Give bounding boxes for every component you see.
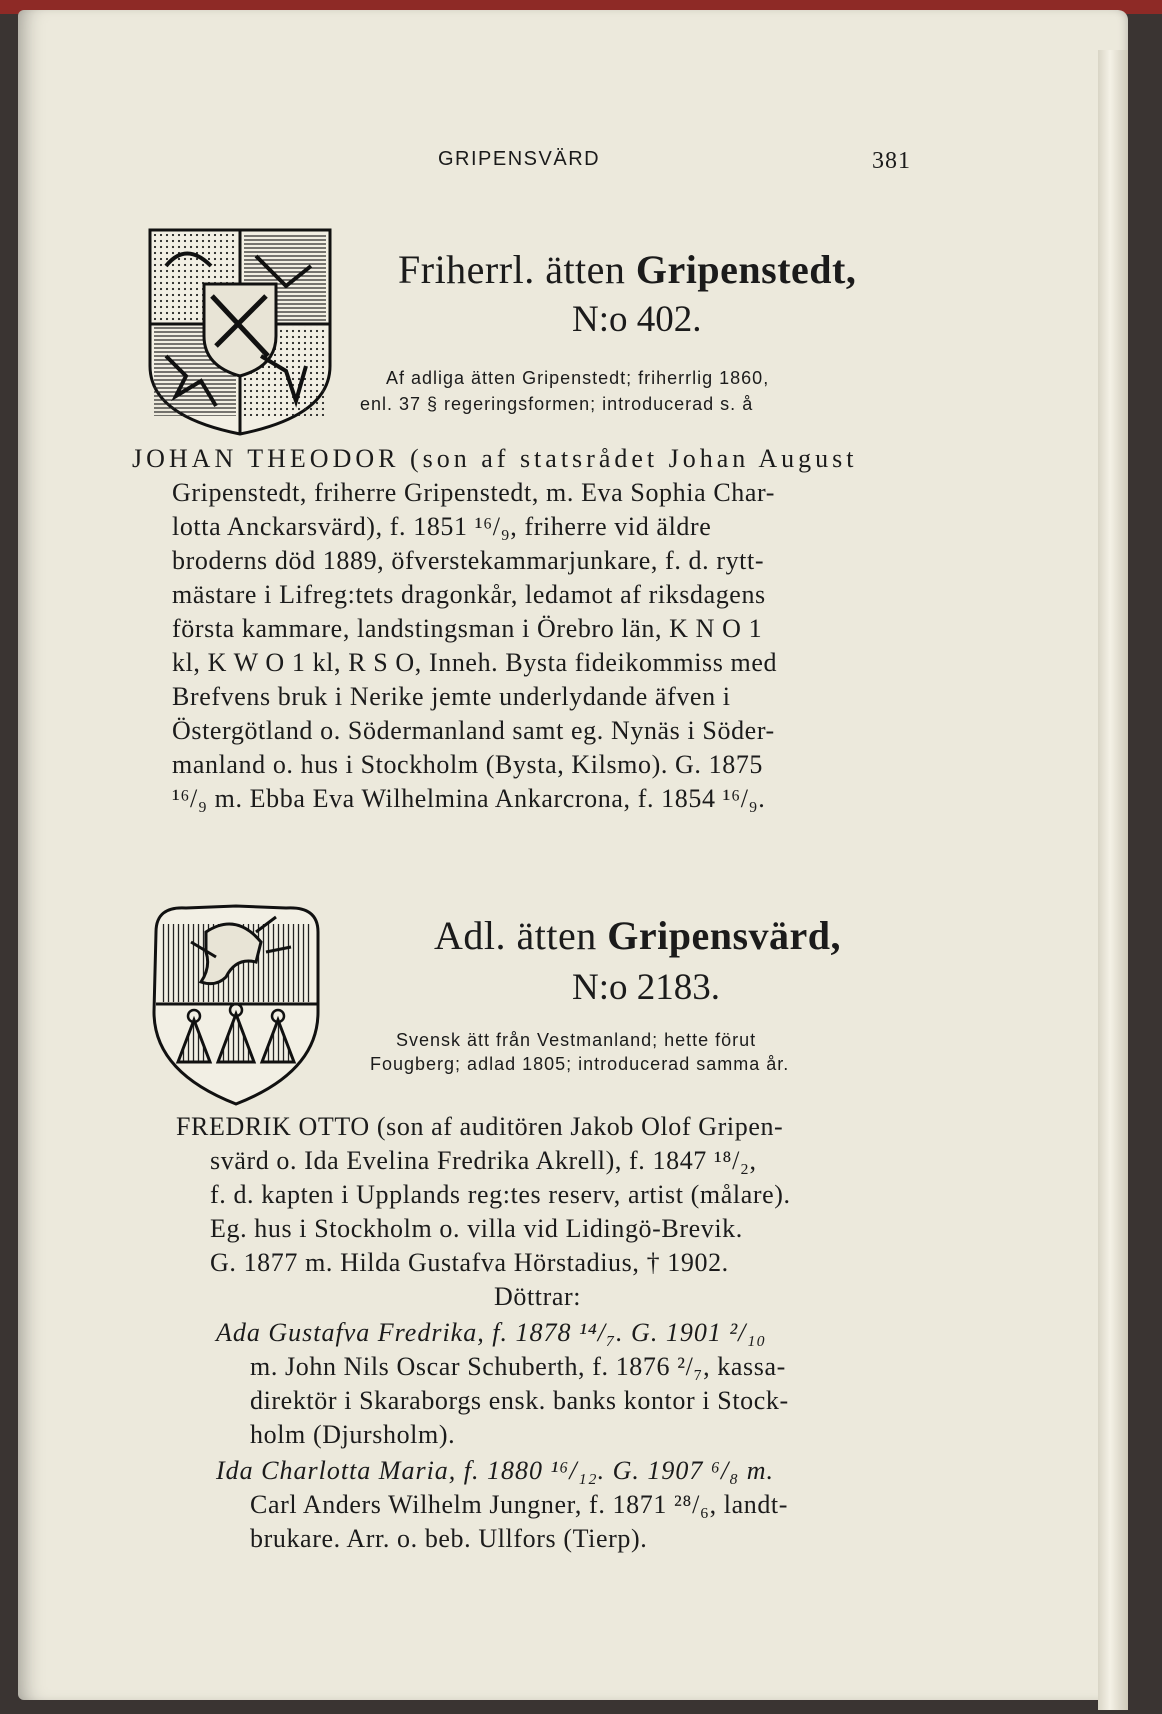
- entry1-line: manland o. hus i Stockholm (Bysta, Kilsmo). G. 1875: [172, 750, 764, 779]
- daughter-line: holm (Djursholm).: [250, 1420, 456, 1449]
- entry1-line: ¹⁶/₉ m. Ebba Eva Wilhelmina Ankarcrona, f. 1854 ¹⁶/₉.: [172, 784, 766, 813]
- coat-of-arms-gripenstedt-icon: [146, 226, 334, 438]
- entry2-note-line1: Svensk ätt från Vestmanland; hette förut: [396, 1030, 757, 1050]
- entry1-note-line1: Af adliga ätten Gripenstedt; friherrlig 1860,: [386, 368, 770, 388]
- entry1-note-line2: enl. 37 § regeringsformen; introducerad s. å: [360, 394, 754, 414]
- daughter-line: m. John Nils Oscar Schuberth, f. 1876 ²/₇, kassa-: [250, 1352, 786, 1381]
- daughter-line: Carl Anders Wilhelm Jungner, f. 1871 ²⁸/₆, landt-: [250, 1490, 789, 1519]
- daughter-line: Ada Gustafva Fredrika, f. 1878 ¹⁴/₇. G. 1901 ²/₁₀: [216, 1318, 767, 1347]
- entry1-line: broderns död 1889, öfverstekammarjunkare, f. d. rytt-: [172, 546, 765, 575]
- entry2-line: f. d. kapten i Upplands reg:tes reserv, artist (målare).: [210, 1180, 791, 1209]
- daughter-line: brukare. Arr. o. beb. Ullfors (Tierp).: [250, 1524, 648, 1553]
- entry2-heading: [434, 912, 841, 959]
- entry1-line: kl, K W O 1 kl, R S O, Inneh. Bysta fideikommiss med: [172, 648, 778, 677]
- entry2-family-name: Gripensvärd,: [607, 913, 842, 958]
- entry1-line: lotta Anckarsvärd), f. 1851 ¹⁶/₉, friherre vid äldre: [172, 512, 712, 541]
- entry2-number: N:o 2183.: [572, 967, 720, 1008]
- entry1-heading: [398, 246, 856, 293]
- page-edges: [1098, 50, 1128, 1710]
- running-header: GRIPENSVÄRD: [438, 148, 601, 170]
- entry2-note-line2: Fougberg; adlad 1805; introducerad samma år.: [370, 1054, 790, 1074]
- entry1-heading-prefix: Friherrl. ätten: [398, 247, 626, 292]
- entry1-number: N:o 402.: [572, 299, 702, 340]
- entry2-line: FREDRIK OTTO (son af auditören Jakob Olof Gripen-: [176, 1112, 784, 1141]
- entry1-line: JOHAN THEODOR (son af statsrådet Johan August: [132, 444, 858, 473]
- entry1-line: mästare i Lifreg:tets dragonkår, ledamot af riksdagens: [172, 580, 766, 609]
- subheading-daughters: Döttrar:: [494, 1282, 582, 1311]
- entry1-line: första kammare, landstingsman i Örebro län, K N O 1: [172, 614, 763, 643]
- page-number: 381: [872, 148, 911, 174]
- entry1-line: Östergötland o. Södermanland samt eg. Nynäs i Söder-: [172, 716, 775, 745]
- entry2-line: Eg. hus i Stockholm o. villa vid Lidingö-Brevik.: [210, 1214, 743, 1243]
- entry2-line: svärd o. Ida Evelina Fredrika Akrell), f. 1847 ¹⁸/₂,: [210, 1146, 757, 1175]
- entry2-heading-prefix: Adl. ätten: [434, 913, 597, 958]
- entry1-line: Brefvens bruk i Nerike jemte underlydande äfven i: [172, 682, 731, 711]
- daughter-line: direktör i Skaraborgs ensk. banks kontor i Stock-: [250, 1386, 789, 1415]
- entry1-family-name: Gripenstedt,: [635, 247, 857, 292]
- entry1-line: Gripenstedt, friherre Gripenstedt, m. Eva Sophia Char-: [172, 478, 775, 507]
- entry2-line: G. 1877 m. Hilda Gustafva Hörstadius, † 1902.: [210, 1248, 729, 1277]
- coat-of-arms-gripensvard-icon: [146, 902, 326, 1108]
- daughter-line: Ida Charlotta Maria, f. 1880 ¹⁶/₁₂. G. 1907 ⁶/₈ m.: [216, 1456, 775, 1485]
